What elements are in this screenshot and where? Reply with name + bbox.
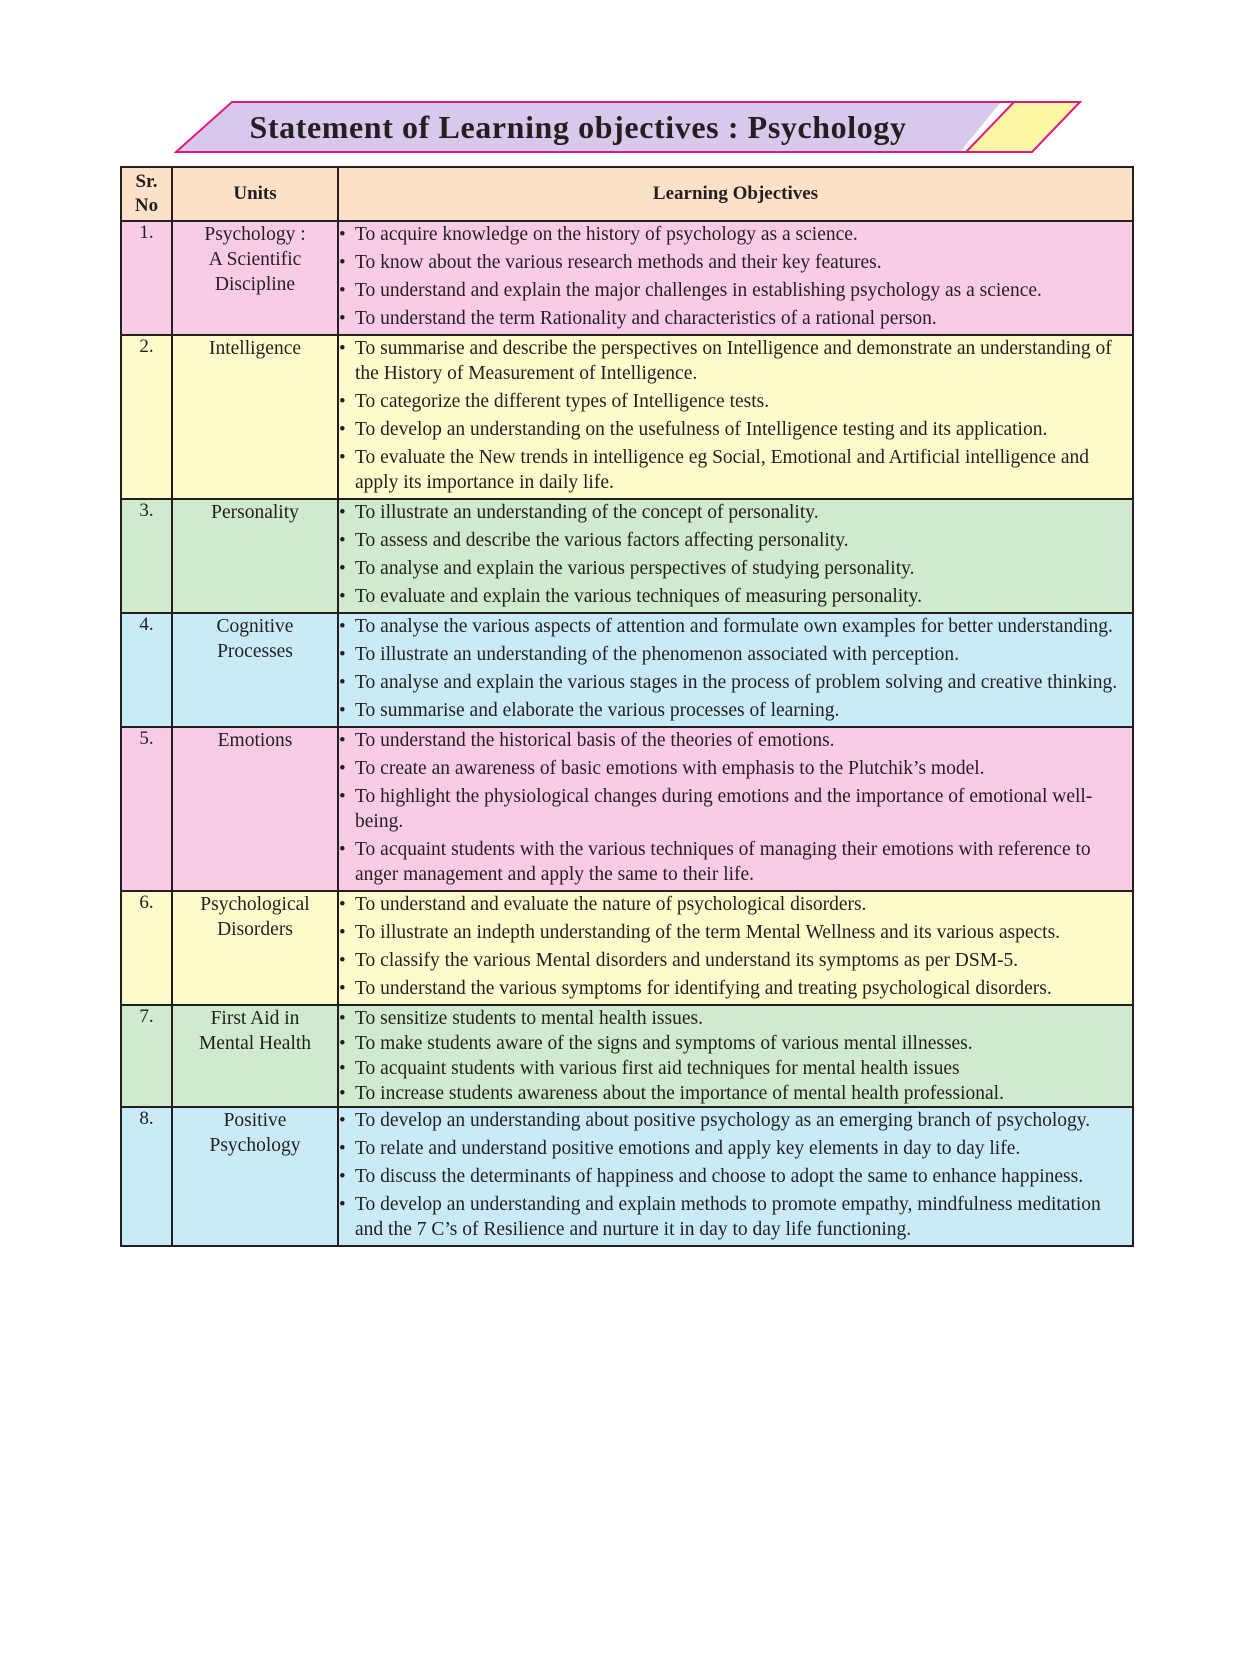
objective-item: • To summarise and elaborate the various processes of learning. (339, 698, 1132, 723)
objective-item: • To develop an understanding on the usefulness of Intelligence testing and its application. (339, 417, 1132, 442)
objective-item: • To evaluate the New trends in intelligence eg Social, Emotional and Artificial intelligence and apply its importance in daily life. (339, 445, 1132, 495)
title-banner (174, 100, 1082, 154)
row-unit: Psychological Disorders (172, 891, 338, 1005)
row-unit: Psychology : A Scientific Discipline (172, 221, 338, 335)
row-objectives (338, 1107, 1133, 1246)
objective-item: • To make students aware of the signs and symptoms of various mental illnesses. (339, 1031, 1132, 1056)
row-unit: Personality (172, 499, 338, 613)
table-row (121, 335, 1133, 499)
row-objectives (338, 727, 1133, 891)
objective-item: • To evaluate and explain the various techniques of measuring personality. (339, 584, 1132, 609)
objective-item: • To know about the various research methods and their key features. (339, 250, 1132, 275)
objective-item: • To analyse and explain the various stages in the process of problem solving and creative thinking. (339, 670, 1132, 695)
objective-item: • To illustrate an indepth understanding of the term Mental Wellness and its various aspects. (339, 920, 1132, 945)
header-units: Units (172, 167, 338, 221)
row-unit: Positive Psychology (172, 1107, 338, 1246)
row-sr-no: 4. (121, 613, 172, 727)
header-sr-no: Sr. No (121, 167, 172, 221)
objective-item: • To illustrate an understanding of the concept of personality. (339, 500, 1132, 525)
objective-item: • To acquire knowledge on the history of psychology as a science. (339, 222, 1132, 247)
row-unit: Cognitive Processes (172, 613, 338, 727)
row-sr-no: 2. (121, 335, 172, 499)
objective-item: • To analyse the various aspects of attention and formulate own examples for better understanding. (339, 614, 1132, 639)
table-row (121, 499, 1133, 613)
objective-item: • To develop an understanding and explain methods to promote empathy, mindfulness meditation and the 7 C’s of Resilience and nurture it in day to day life functioning. (339, 1192, 1132, 1242)
row-unit: Intelligence (172, 335, 338, 499)
objective-item: • To understand the term Rationality and characteristics of a rational person. (339, 306, 1132, 331)
row-sr-no: 6. (121, 891, 172, 1005)
row-objectives (338, 613, 1133, 727)
learning-objectives-table (120, 166, 1134, 1247)
row-sr-no: 5. (121, 727, 172, 891)
row-sr-no: 8. (121, 1107, 172, 1246)
objective-item: • To increase students awareness about the importance of mental health professional. (339, 1081, 1132, 1106)
objective-item: • To summarise and describe the perspectives on Intelligence and demonstrate an understanding of the History of Measurement of Intelligence. (339, 336, 1132, 386)
objective-item: • To sensitize students to mental health issues. (339, 1006, 1132, 1031)
objective-item: • To illustrate an understanding of the phenomenon associated with perception. (339, 642, 1132, 667)
table-header-row (121, 167, 1133, 221)
row-objectives (338, 335, 1133, 499)
objective-item: • To analyse and explain the various perspectives of studying personality. (339, 556, 1132, 581)
objective-item: • To highlight the physiological changes during emotions and the importance of emotional well-being. (339, 784, 1132, 834)
table-row (121, 1005, 1133, 1107)
row-unit: Emotions (172, 727, 338, 891)
objective-item: • To understand and evaluate the nature of psychological disorders. (339, 892, 1132, 917)
table-row (121, 613, 1133, 727)
objective-item: • To categorize the different types of Intelligence tests. (339, 389, 1132, 414)
objective-item: • To assess and describe the various factors affecting personality. (339, 528, 1132, 553)
objective-item: • To create an awareness of basic emotions with emphasis to the Plutchik’s model. (339, 756, 1132, 781)
objective-item: • To understand the historical basis of the theories of emotions. (339, 728, 1132, 753)
row-sr-no: 7. (121, 1005, 172, 1107)
table-row (121, 1107, 1133, 1246)
table-row (121, 727, 1133, 891)
objective-item: • To relate and understand positive emotions and apply key elements in day to day life. (339, 1136, 1132, 1161)
objective-item: • To acquaint students with the various techniques of managing their emotions with reference to anger management and apply the same to their life. (339, 837, 1132, 887)
row-sr-no: 3. (121, 499, 172, 613)
row-objectives (338, 499, 1133, 613)
row-sr-no: 1. (121, 221, 172, 335)
page-title: Statement of Learning objectives : Psychology (249, 108, 907, 145)
objective-item: • To discuss the determinants of happiness and choose to adopt the same to enhance happiness. (339, 1164, 1132, 1189)
table-row (121, 891, 1133, 1005)
row-objectives (338, 1005, 1133, 1107)
row-unit: First Aid in Mental Health (172, 1005, 338, 1107)
row-objectives (338, 891, 1133, 1005)
objective-item: • To acquaint students with various first aid techniques for mental health issues (339, 1056, 1132, 1081)
objective-item: • To understand and explain the major challenges in establishing psychology as a science. (339, 278, 1132, 303)
header-learning-objectives: Learning Objectives (338, 167, 1133, 221)
objective-item: • To understand the various symptoms for identifying and treating psychological disorders. (339, 976, 1132, 1001)
row-objectives (338, 221, 1133, 335)
objective-item: • To develop an understanding about positive psychology as an emerging branch of psychology. (339, 1108, 1132, 1133)
objective-item: • To classify the various Mental disorders and understand its symptoms as per DSM-5. (339, 948, 1132, 973)
table-row (121, 221, 1133, 335)
